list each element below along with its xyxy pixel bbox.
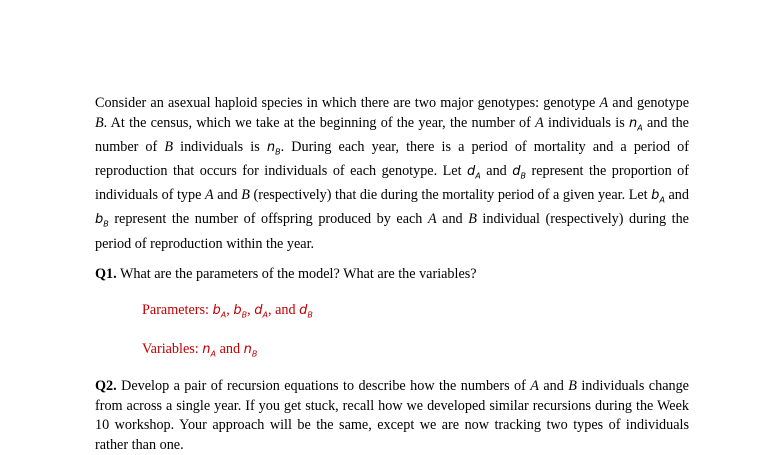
parameters-answer <box>142 302 313 320</box>
symbol-b-a <box>651 188 665 203</box>
symbol-base: n <box>628 115 638 131</box>
genotype-b: B <box>164 138 174 155</box>
genotype-b: B <box>468 211 477 228</box>
symbol-base: d <box>512 163 521 179</box>
symbol-subscript: B <box>251 349 258 359</box>
symbol-base: d <box>467 163 476 179</box>
text: (respectively) that die during the mortality period of a given year. Let <box>249 187 652 204</box>
symbol-d-b <box>512 164 526 179</box>
symbol-subscript: A <box>475 171 481 181</box>
symbol-base: n <box>243 342 252 357</box>
text: . At the census, which we take at the beginning of the year, the number of <box>103 114 536 131</box>
genotype-a: A <box>204 187 214 204</box>
intro-paragraph <box>95 94 689 254</box>
separator: , <box>247 302 255 318</box>
question-label: Q1. <box>95 266 117 282</box>
symbol-n-a <box>629 116 643 131</box>
text: and <box>664 187 689 204</box>
separator: and <box>216 341 244 357</box>
text: and genotype <box>608 95 689 111</box>
text: individual (respectively) during the period of reproduction within the year. <box>95 211 689 252</box>
genotype-a: A <box>599 95 609 111</box>
symbol-subscript: A <box>220 310 227 320</box>
symbol-base: d <box>299 303 308 318</box>
symbol-base: n <box>266 139 276 155</box>
answer-label: Variables: <box>142 341 203 357</box>
symbol-n-b <box>267 140 281 155</box>
text: and <box>213 187 242 204</box>
text: individuals is <box>543 114 629 131</box>
symbol-b-b <box>233 303 247 318</box>
text: . During each year, there is a period of mortality and a period of reproduction that occurs for individuals of each genotype. Let <box>95 138 689 179</box>
genotype-a: A <box>535 114 544 131</box>
symbol-base: b <box>651 188 660 204</box>
text: and <box>436 211 469 228</box>
answer-label: Parameters: <box>142 302 213 318</box>
symbol-d-a <box>467 164 481 179</box>
symbol-n-a <box>202 342 216 357</box>
genotype-b: B <box>95 114 104 131</box>
variables-answer <box>142 341 257 359</box>
symbol-subscript: A <box>637 123 643 133</box>
symbol-n-b <box>244 342 258 357</box>
genotype-b: B <box>568 378 577 394</box>
symbol-d-b <box>299 303 313 318</box>
separator: , <box>226 302 234 318</box>
genotype-b: B <box>241 187 250 204</box>
symbol-d-a <box>254 303 268 318</box>
text: individuals is <box>173 138 267 155</box>
question-text: Develop a pair of recursion equations to describe how the numbers of <box>116 378 531 394</box>
symbol-subscript: A <box>262 310 268 320</box>
symbol-base: b <box>95 212 104 228</box>
question-2 <box>95 377 689 455</box>
question-1 <box>95 265 689 285</box>
symbol-subscript: B <box>241 310 248 320</box>
symbol-subscript: B <box>275 147 281 157</box>
symbol-base: b <box>212 303 221 318</box>
question-text: individuals change from across a single year. If you get stuck, recall how we developed similar recursions during the Week 10 workshop. Your approach will be the same, except we are now tracking two types of individuals rather than one. <box>95 378 689 453</box>
symbol-subscript: B <box>103 219 109 229</box>
question-text: What are the parameters of the model? What are the variables? <box>116 266 477 282</box>
symbol-subscript: B <box>307 310 313 320</box>
text: represent the proportion of individuals of type <box>95 162 689 204</box>
symbol-subscript: B <box>520 171 527 181</box>
genotype-a: A <box>530 378 539 394</box>
symbol-base: n <box>202 342 211 357</box>
symbol-base: b <box>233 303 242 318</box>
text: Consider an asexual haploid species in which there are two major genotypes: genotype <box>95 95 600 111</box>
separator: , and <box>267 302 300 318</box>
symbol-base: d <box>254 303 263 318</box>
text: represent the number of offspring produced by each <box>108 211 428 228</box>
genotype-a: A <box>427 211 437 228</box>
question-label: Q2. <box>95 378 117 394</box>
symbol-subscript: A <box>210 349 217 359</box>
text: and the number of <box>95 114 689 155</box>
symbol-b-a <box>213 303 227 318</box>
symbol-b-b <box>95 212 109 227</box>
question-text: and <box>538 378 569 394</box>
text: and <box>480 162 513 179</box>
symbol-subscript: A <box>659 195 665 205</box>
